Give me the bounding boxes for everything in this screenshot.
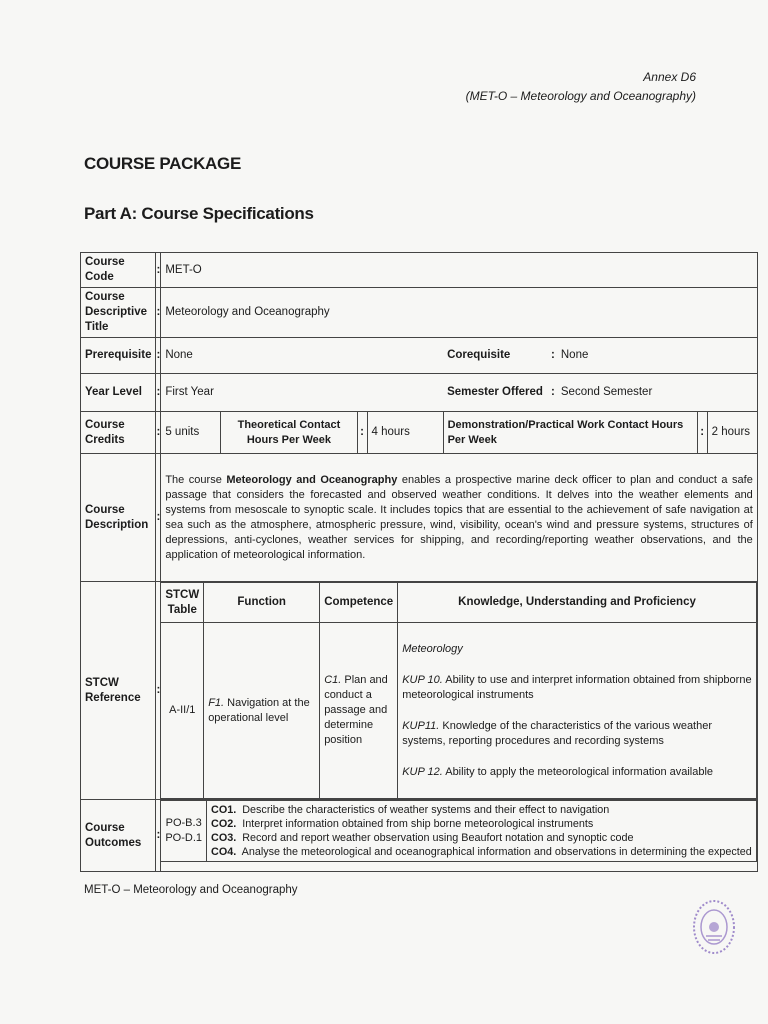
kup-text: Knowledge of the characteristics of the various weather systems, reporting procedures and recording systems [402, 719, 713, 747]
row-credits [81, 412, 758, 454]
outcomes-cell [161, 800, 757, 872]
course-spec-table [80, 252, 758, 872]
row-stcw [81, 582, 758, 800]
title-label: Course Descriptive Title [81, 288, 156, 338]
course-outcome-list [207, 801, 757, 862]
demo-hours-value: 2 hours [707, 412, 757, 454]
colon: : [697, 412, 707, 454]
stcw-table-header: STCW Table [161, 583, 203, 623]
kup-item [402, 719, 752, 749]
colon: : [551, 386, 555, 398]
outcomes-label: Course Outcomes [81, 800, 156, 872]
kup-item [402, 673, 752, 703]
annex-label: Annex D6 [643, 70, 696, 84]
co-code: CO3. [211, 832, 237, 844]
colon: : [156, 374, 161, 412]
colon: : [357, 412, 367, 454]
colon: : [156, 582, 161, 800]
row-outcomes [81, 800, 758, 872]
corequisite-value: None [560, 349, 589, 361]
row-title [81, 288, 758, 338]
page-footer: MET-O – Meteorology and Oceanography [84, 884, 298, 896]
course-code-label: Course Code [81, 253, 156, 288]
course-outcome [211, 845, 752, 859]
competence-header: Competence [320, 583, 398, 623]
colon: : [156, 412, 161, 454]
institution-seal-icon [690, 896, 738, 958]
kup-code: KUP 10. [402, 673, 443, 686]
kup-code: KUP11. [402, 719, 440, 732]
outcomes-table [161, 800, 756, 862]
row-description [81, 454, 758, 582]
prerequisite-value: None [161, 338, 443, 374]
credits-value: 5 units [161, 412, 221, 454]
po-code: PO-D.1 [165, 832, 203, 844]
stcw-body-row [161, 623, 756, 799]
co-text: Record and report weather observation using Beaufort notation and synoptic code [242, 832, 634, 844]
kup-item [402, 765, 752, 780]
kup-code: KUP 12. [402, 765, 443, 778]
course-code-value: MET-O [161, 253, 757, 288]
description-course-name: Meteorology and Oceanography [226, 473, 398, 486]
stcw-table [161, 582, 756, 799]
function-value [204, 623, 320, 799]
row-year-level [81, 374, 758, 412]
demo-hours-label: Demonstration/Practical Work Contact Hours Per Week [443, 412, 697, 454]
section-title: Part A: Course Specifications [84, 204, 314, 223]
kup-text: Ability to use and interpret information obtained from shipborne meteorological instruments [402, 673, 752, 701]
credits-label: Course Credits [81, 412, 156, 454]
course-outcome [211, 803, 752, 817]
function-text: Navigation at the operational level [208, 696, 310, 724]
colon: : [156, 338, 161, 374]
corequisite-label: Corequisite [443, 338, 547, 374]
title-value: Meteorology and Oceanography [161, 288, 757, 338]
semester-cell [547, 374, 757, 412]
stcw-label: STCW Reference [81, 582, 156, 800]
corequisite-cell [547, 338, 757, 374]
kup-heading: Meteorology [402, 642, 463, 655]
prerequisite-label: Prerequisite [81, 338, 156, 374]
course-outcome [211, 817, 752, 831]
stcw-header-row [161, 583, 756, 623]
description-pre: The course [165, 473, 227, 486]
course-outcome [211, 831, 752, 845]
program-outcomes [161, 801, 206, 862]
function-header: Function [204, 583, 320, 623]
stcw-cell [161, 582, 757, 800]
page-title: COURSE PACKAGE [84, 154, 242, 173]
theoretical-hours-value: 4 hours [367, 412, 443, 454]
colon: : [156, 253, 161, 288]
co-code: CO2. [211, 818, 237, 830]
outcomes-row [161, 801, 756, 862]
colon: : [156, 800, 161, 872]
competence-value [320, 623, 398, 799]
co-text: Interpret information obtained from ship borne meteorological instruments [242, 818, 594, 830]
kup-header: Knowledge, Understanding and Proficiency [398, 583, 757, 623]
theoretical-hours-label: Theoretical Contact Hours Per Week [221, 412, 357, 454]
semester-value: Second Semester [560, 386, 653, 398]
year-level-label: Year Level [81, 374, 156, 412]
row-course-code [81, 253, 758, 288]
colon: : [156, 288, 161, 338]
colon: : [551, 349, 555, 361]
co-text: Analyse the meteorological and oceanographical information and observations in determining the expected [241, 846, 752, 858]
competence-code: C1. [324, 674, 342, 686]
competence-text: Plan and conduct a passage and determine position [324, 674, 388, 746]
colon: : [156, 454, 161, 582]
co-text: Describe the characteristics of weather systems and their effect to navigation [242, 804, 610, 816]
kup-text: Ability to apply the meteorological information available [442, 765, 714, 778]
annex-header [466, 68, 696, 106]
year-level-value: First Year [161, 374, 443, 412]
stcw-table-value: A-II/1 [161, 623, 203, 799]
description-text [161, 454, 757, 582]
co-code: CO1. [211, 804, 237, 816]
co-code: CO4. [211, 846, 237, 858]
description-label: Course Description [81, 454, 156, 582]
function-code: F1. [208, 696, 225, 709]
kup-value [398, 623, 757, 799]
annex-subtitle: (MET-O – Meteorology and Oceanography) [465, 89, 696, 103]
row-prerequisite [81, 338, 758, 374]
semester-label: Semester Offered [443, 374, 547, 412]
description-post: enables a prospective marine deck officer to plan and conduct a safe passage that considers the forecasted and observed weather conditions. It delves into the weather elements and systems from mesoscale to synoptic scale. It includes topics that are essential to the achievement of safe navigation at sea such as the atmosphere, atmospheric pressure, wind, visibility, ocean's wind and pressure systems, structures of depressions, anti-cyclones, weather services for shipping, and recording/reporting weather observations, and the application of meteorological information. [165, 473, 753, 561]
po-code: PO-B.3 [165, 817, 202, 829]
